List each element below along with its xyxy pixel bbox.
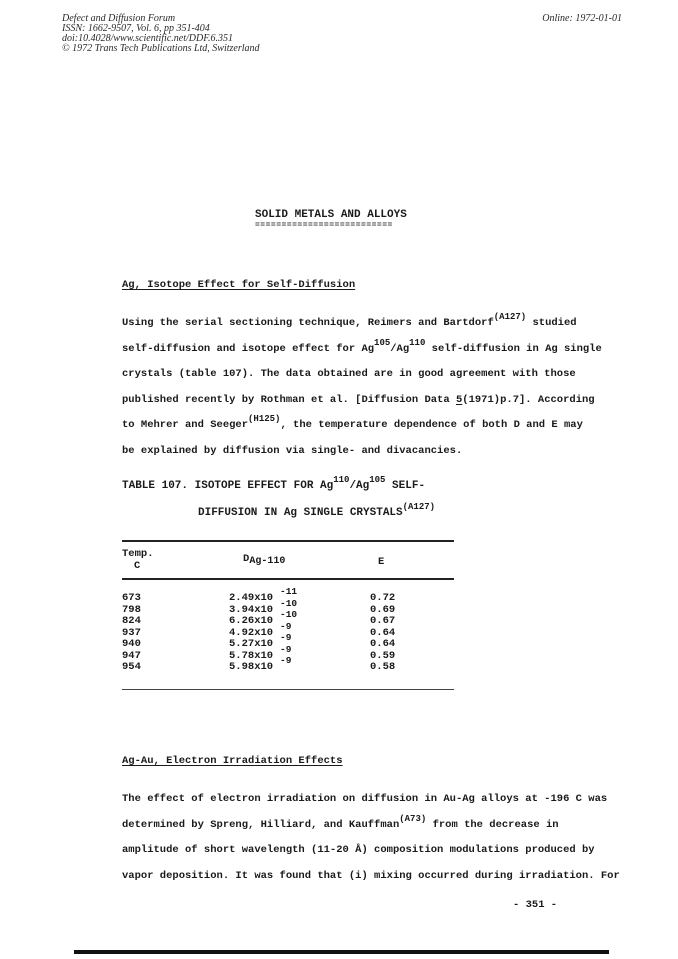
line-text: self-diffusion and isotope effect for Ag [122, 342, 375, 355]
online-date: Online: 1972-01-01 [542, 13, 622, 24]
paragraph-line [122, 337, 602, 355]
line-text: Using the serial sectioning technique, Reimers and Bartdorf [122, 317, 494, 329]
cell-d: 5.78x10 [229, 649, 274, 662]
cell-e: 0.64 [370, 626, 396, 639]
citation-superscript: (H125) [248, 414, 281, 424]
cell-temp: 798 [122, 603, 141, 616]
cell-temp: 937 [122, 626, 141, 639]
paragraph-line [122, 445, 462, 457]
journal-copyright: © 1972 Trans Tech Publications Ltd, Switzerland [62, 43, 260, 54]
citation-superscript: 105 [374, 337, 391, 348]
col-header-d [243, 553, 285, 565]
section-title-rule: ========================== [255, 221, 393, 230]
journal-header [62, 14, 260, 54]
line-text: amplitude of short wavelength (11-20 Å) composition modulations produced by [122, 844, 595, 856]
cell-d-exponent: -9 [280, 643, 292, 655]
cell-e: 0.69 [370, 603, 396, 616]
line-text: The effect of electron irradiation on diffusion in Au-Ag alloys at -196 C was [122, 793, 608, 805]
caption-text: SELF- [385, 480, 426, 492]
cell-d: 2.49x10 [229, 592, 274, 604]
paragraph-line [122, 844, 595, 856]
line-text: determined by Spreng, Hilliard, and Kauffman [122, 818, 400, 831]
cell-d-exponent: -9 [280, 655, 292, 666]
paragraph-line [122, 312, 577, 329]
citation-superscript: 110 [409, 337, 426, 348]
bottom-bar [74, 950, 609, 954]
cell-d-exponent: -10 [280, 597, 298, 609]
cell-temp: 947 [122, 649, 141, 662]
line-text: be explained by diffusion via single- and divacancies. [122, 444, 463, 457]
cell-temp: 824 [122, 615, 141, 627]
cell-e: 0.59 [370, 649, 396, 662]
cell-d: 4.92x10 [229, 626, 274, 639]
table-caption-line1 [122, 475, 426, 492]
caption-sup: 110 [333, 475, 350, 485]
cell-d: 5.27x10 [229, 638, 274, 650]
line-text: , the temperature dependence of both D and E may [280, 419, 583, 431]
page-number: - 351 - [513, 899, 558, 911]
cell-d-exponent: -11 [280, 586, 298, 597]
ag-section-heading: Ag, Isotope Effect for Self-Diffusion [122, 279, 356, 291]
paragraph-line [122, 813, 559, 831]
line-text: to Mehrer and Seeger [122, 419, 249, 431]
line-text: /Ag [390, 342, 410, 355]
caption-text: /Ag [349, 480, 370, 492]
cell-d: 5.98x10 [229, 661, 274, 673]
line-text: published recently by Rothman et al. [Diffusion Data [122, 393, 456, 406]
table-caption-line2 [198, 502, 436, 519]
line-text: 5 [455, 393, 463, 406]
journal-issn: ISSN: 1662-9507, Vol. 6, pp 351-404 [62, 23, 210, 34]
line-text: studied [526, 317, 577, 329]
cell-d-exponent: -9 [280, 620, 292, 632]
paragraph-line [122, 368, 576, 380]
col-header-e: E [378, 556, 385, 568]
paragraph-line [122, 870, 620, 882]
caption-sup: (A127) [402, 502, 436, 512]
cell-e: 0.72 [370, 592, 396, 604]
cell-temp: 954 [122, 661, 141, 673]
paragraph-line [122, 414, 583, 431]
col-d-symbol: D [243, 553, 250, 565]
cell-temp: 673 [122, 592, 141, 604]
cell-d: 3.94x10 [229, 603, 274, 616]
citation-superscript: (A127) [493, 312, 527, 322]
cell-d-exponent: -10 [280, 609, 298, 620]
agau-section-heading: Ag-Au, Electron Irradiation Effects [122, 755, 343, 767]
table-bottom-rule [122, 689, 454, 690]
cell-e: 0.67 [370, 615, 396, 627]
cell-e: 0.64 [370, 638, 396, 650]
caption-text: TABLE 107. ISOTOPE EFFECT FOR Ag [122, 480, 334, 492]
line-text: (1971)p.7]. According [462, 393, 595, 406]
caption-sup: 105 [369, 475, 386, 485]
line-text: crystals (table 107). The data obtained are in good agreement with those [122, 368, 576, 380]
table-top-rule [122, 540, 454, 542]
journal-doi: doi:10.4028/www.scientific.net/DDF.6.351 [62, 33, 234, 44]
col-header-temp-unit: C [134, 560, 141, 572]
col-header-temp: Temp. [122, 548, 154, 560]
cell-d: 6.26x10 [229, 615, 274, 627]
table-header-rule [122, 578, 454, 580]
cell-d-exponent: -9 [280, 632, 292, 643]
cell-e: 0.58 [370, 661, 396, 673]
col-d-subscript: Ag-110 [249, 556, 286, 567]
paragraph-line [122, 793, 607, 805]
section-title: SOLID METALS AND ALLOYS [255, 209, 407, 221]
paragraph-line [122, 394, 595, 406]
caption-text: DIFFUSION IN Ag SINGLE CRYSTALS [198, 507, 403, 519]
journal-name: Defect and Diffusion Forum [62, 13, 176, 24]
line-text: vapor deposition. It was found that (i) mixing occurred during irradiation. For [122, 869, 620, 882]
cell-temp: 940 [122, 638, 141, 650]
line-text: from the decrease in [426, 818, 559, 831]
citation-superscript: (A73) [399, 813, 427, 824]
line-text: self-diffusion in Ag single [425, 342, 602, 355]
